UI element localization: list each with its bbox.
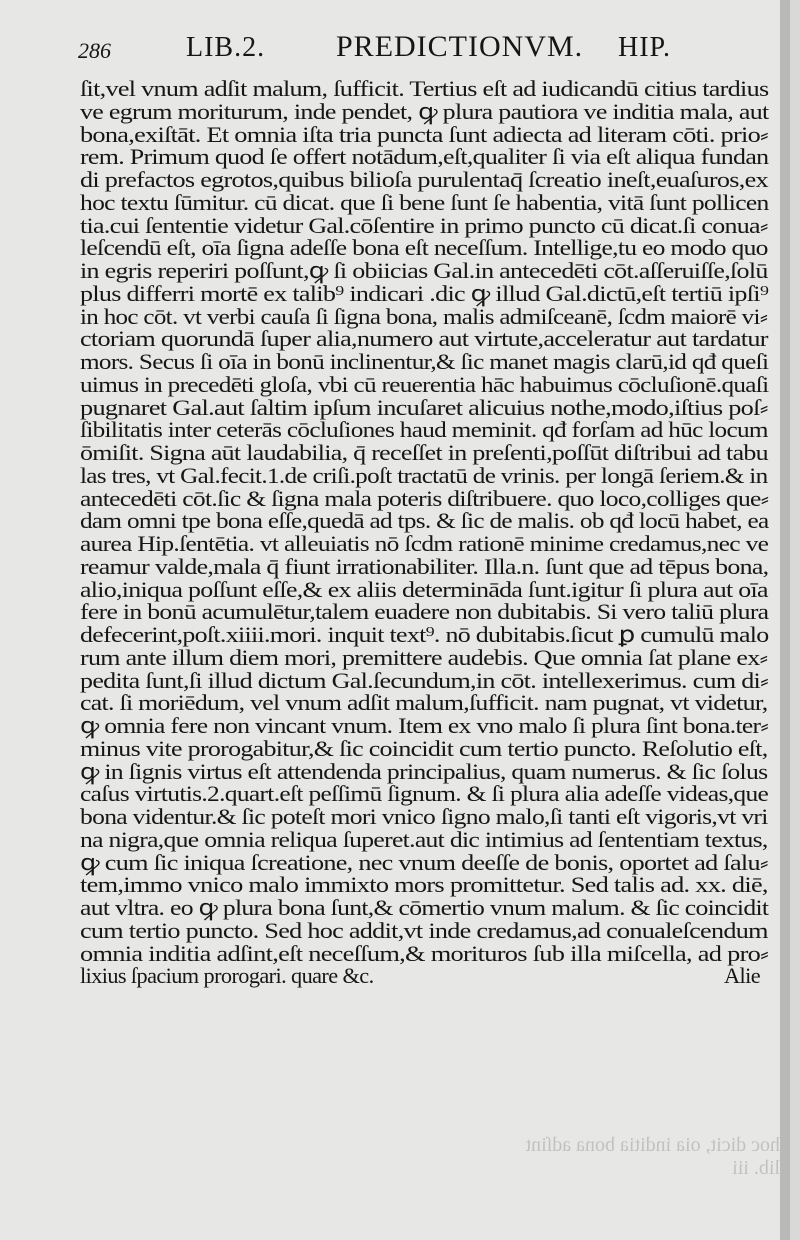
- text-line: aurea Hip.ſentētia. vt alleuiatis nō ſcdm rationē minime credamus,nec ve: [80, 531, 769, 556]
- text-line: reamur valde,mala q̄ fiunt irrationabiliter. Illa.n. ſunt que ad tēpus bona,: [80, 553, 769, 579]
- text-line: ſibilitatis inter ceterās cōcluſiones haud meminit. qđ forſam ad hūc locum: [80, 417, 768, 443]
- text-line: bona videntur.& ſic poteſt mori vnico ſigno malo,ſi tanti eſt vigoris,vt vri: [80, 804, 768, 829]
- text-line: antecedēti cōt.ſic & ſigna mala poteris diſtribuere. quo loco,colliges que⸗: [80, 485, 769, 511]
- text-line: bona,exiſtāt. Et omnia iſta tria puncta ſunt adiecta ad literam cōti. prio⸗: [80, 121, 769, 147]
- text-line: dam omni tpe bona eſſe,quedā ad tps. & ſic de malis. ob qđ locū habet, ea: [80, 508, 769, 534]
- text-line: alio,iniqua poſſunt eſſe,& ex aliis determināda ſunt.igitur ſi plura aut oīa: [80, 576, 768, 602]
- text-line: cat. ſi moriēdum, vel vnum adſit malum,ſufficit. nam pugnat, vt videtur,: [80, 690, 768, 716]
- text-line: las tres, vt Gal.fecit.1.de criſi.poſt tractatū de vrinis. per longā ſeriem.& in: [80, 462, 768, 488]
- text-line: defecerint,poſt.xiiii.mori. inquit text⁹. nō dubitabis.ſicut ꝑ cumulū malo: [80, 622, 769, 647]
- text-line: na nigra,que omnia reliqua ſuperet.aut dic intimius ad ſententiam textus,: [80, 826, 768, 852]
- text-line: mors. Secus ſi oīa in bonū inclinentur,& ſic manet magis clarū,id qđ queſi: [80, 349, 769, 374]
- text-line: tia.cui ſententie videtur Gal.cōſentire in primo puncto cū dicat.ſi conua⸗: [80, 212, 768, 238]
- text-line: uimus in precedēti gloſa, vbi cū reuerentia hāc habuimus cōcluſionē.quaſi: [80, 371, 769, 397]
- bleed-through-line: hoc dicit, oia inditia bona adſint: [525, 1134, 780, 1156]
- text-line: di prefactos egrotos,quibus bilioſa purulentaq̄ ſcreatio ineſt,euaſuros,ex: [80, 167, 768, 192]
- author-abbreviation: HIP.: [618, 32, 672, 63]
- text-line: tem,immo vnico malo immixto mors promittetur. Sed talis ad. xx. diē,: [80, 872, 768, 898]
- text-line: lixius ſpacium prorogari. quare &c. Alie: [80, 965, 760, 988]
- text-line: fere in bonū acumulētur,talem euadere non dubitabis. Si vero taliū plura: [80, 599, 769, 625]
- body-text: [80, 78, 770, 988]
- page-number: 286: [78, 38, 111, 63]
- text-line: rem. Primum quod ſe offert notādum,eſt,qualiter ſi via eſt aliqua fundan: [80, 144, 769, 170]
- text-line: ꝙ in ſignis virtus eſt attendenda principalius, quam numerus. & ſic ſolus: [80, 758, 768, 784]
- book-number: LIB.2.: [186, 32, 266, 63]
- text-line: ſit,vel vnum adſit malum, ſufficit. Tertius eſt ad iudicandū citius tardius: [80, 76, 769, 101]
- text-line: cum tertio puncto. Sed hoc addit,vt inde credamus,ad conualeſcendum: [80, 917, 768, 943]
- text-line: leſcendū eſt, oīa ſigna adeſſe bona eſt neceſſum. Intellige,tu eo modo quo: [80, 235, 768, 261]
- text-line: hoc textu ſūmitur. cū dicat. que ſi bene ſunt ſe habentia, vitā ſunt pollicen: [80, 189, 769, 215]
- text-line: minus vite prorogabitur,& ſic coincidit cum tertio puncto. Reſolutio eſt,: [80, 735, 768, 761]
- bleed-through-text: [80, 1134, 780, 1194]
- page-edge-shadow: [780, 0, 790, 1240]
- text-line: ve egrum moriturum, inde pendet, ꝙ plura pautiora ve inditia mala, aut: [80, 98, 769, 124]
- text-line: ctoriam quorundā ſuper alia,numero aut virtute,acceleratur aut tardatur: [80, 326, 768, 352]
- text-line: ōmiſit. Signa aūt laudabilia, q̄ receſſet in preſenti,poſſūt diſtribui ad tabu: [80, 440, 768, 465]
- running-title: PREDICTIONVM.: [336, 30, 584, 63]
- text-line: ꝙ omnia fere non vincant vnum. Item ex vno malo ſi plura ſint bona.ter⸗: [80, 713, 769, 738]
- text-line: aut vltra. eo ꝙ plura bona ſunt,& cōmertio vnum malum. & ſic coincidit: [80, 895, 769, 920]
- text-line: pedita ſunt,ſi illud dictum Gal.ſecundum,in cōt. intellexerimus. cum di⸗: [80, 667, 769, 693]
- bleed-through-line: lib. iii: [732, 1157, 780, 1179]
- running-header: [78, 30, 698, 70]
- catchword: Alie: [724, 965, 760, 988]
- text-line: caſus virtutis.2.quart.eſt peſſimū ſignum. & ſi plura alia adeſſe videas,que: [80, 781, 769, 807]
- text-line: pugnaret Gal.aut ſaltim ipſum incuſaret alicuius nothe,modo,iſtius poſ⸗: [80, 394, 768, 420]
- text-line: plus differri mortē ex talib⁹ indicari .dic ꝙ illud Gal.dictū,eſt tertiū ipſi⁹: [80, 280, 769, 306]
- text-line: ꝙ cum ſic iniqua ſcreatione, nec vnum deeſſe de bonis, oportet ad ſalu⸗: [80, 849, 768, 875]
- text-line: omnia inditia adſint,eſt neceſſum,& morituros ſub illa miſcella, ad pro⸗: [80, 940, 769, 966]
- text-line: in egris reperiri poſſunt,ꝙ ſi obiicias Gal.in antecedēti cōt.aſſeruiſſe,ſolū: [80, 258, 768, 283]
- text-line: in hoc cōt. vt verbi cauſa ſi ſigna bona, malis admiſceanē, ſcdm maiorē vi⸗: [80, 303, 768, 329]
- text-line: rum ante illum diem mori, premittere audebis. Que omnia ſat plane ex⸗: [80, 644, 768, 670]
